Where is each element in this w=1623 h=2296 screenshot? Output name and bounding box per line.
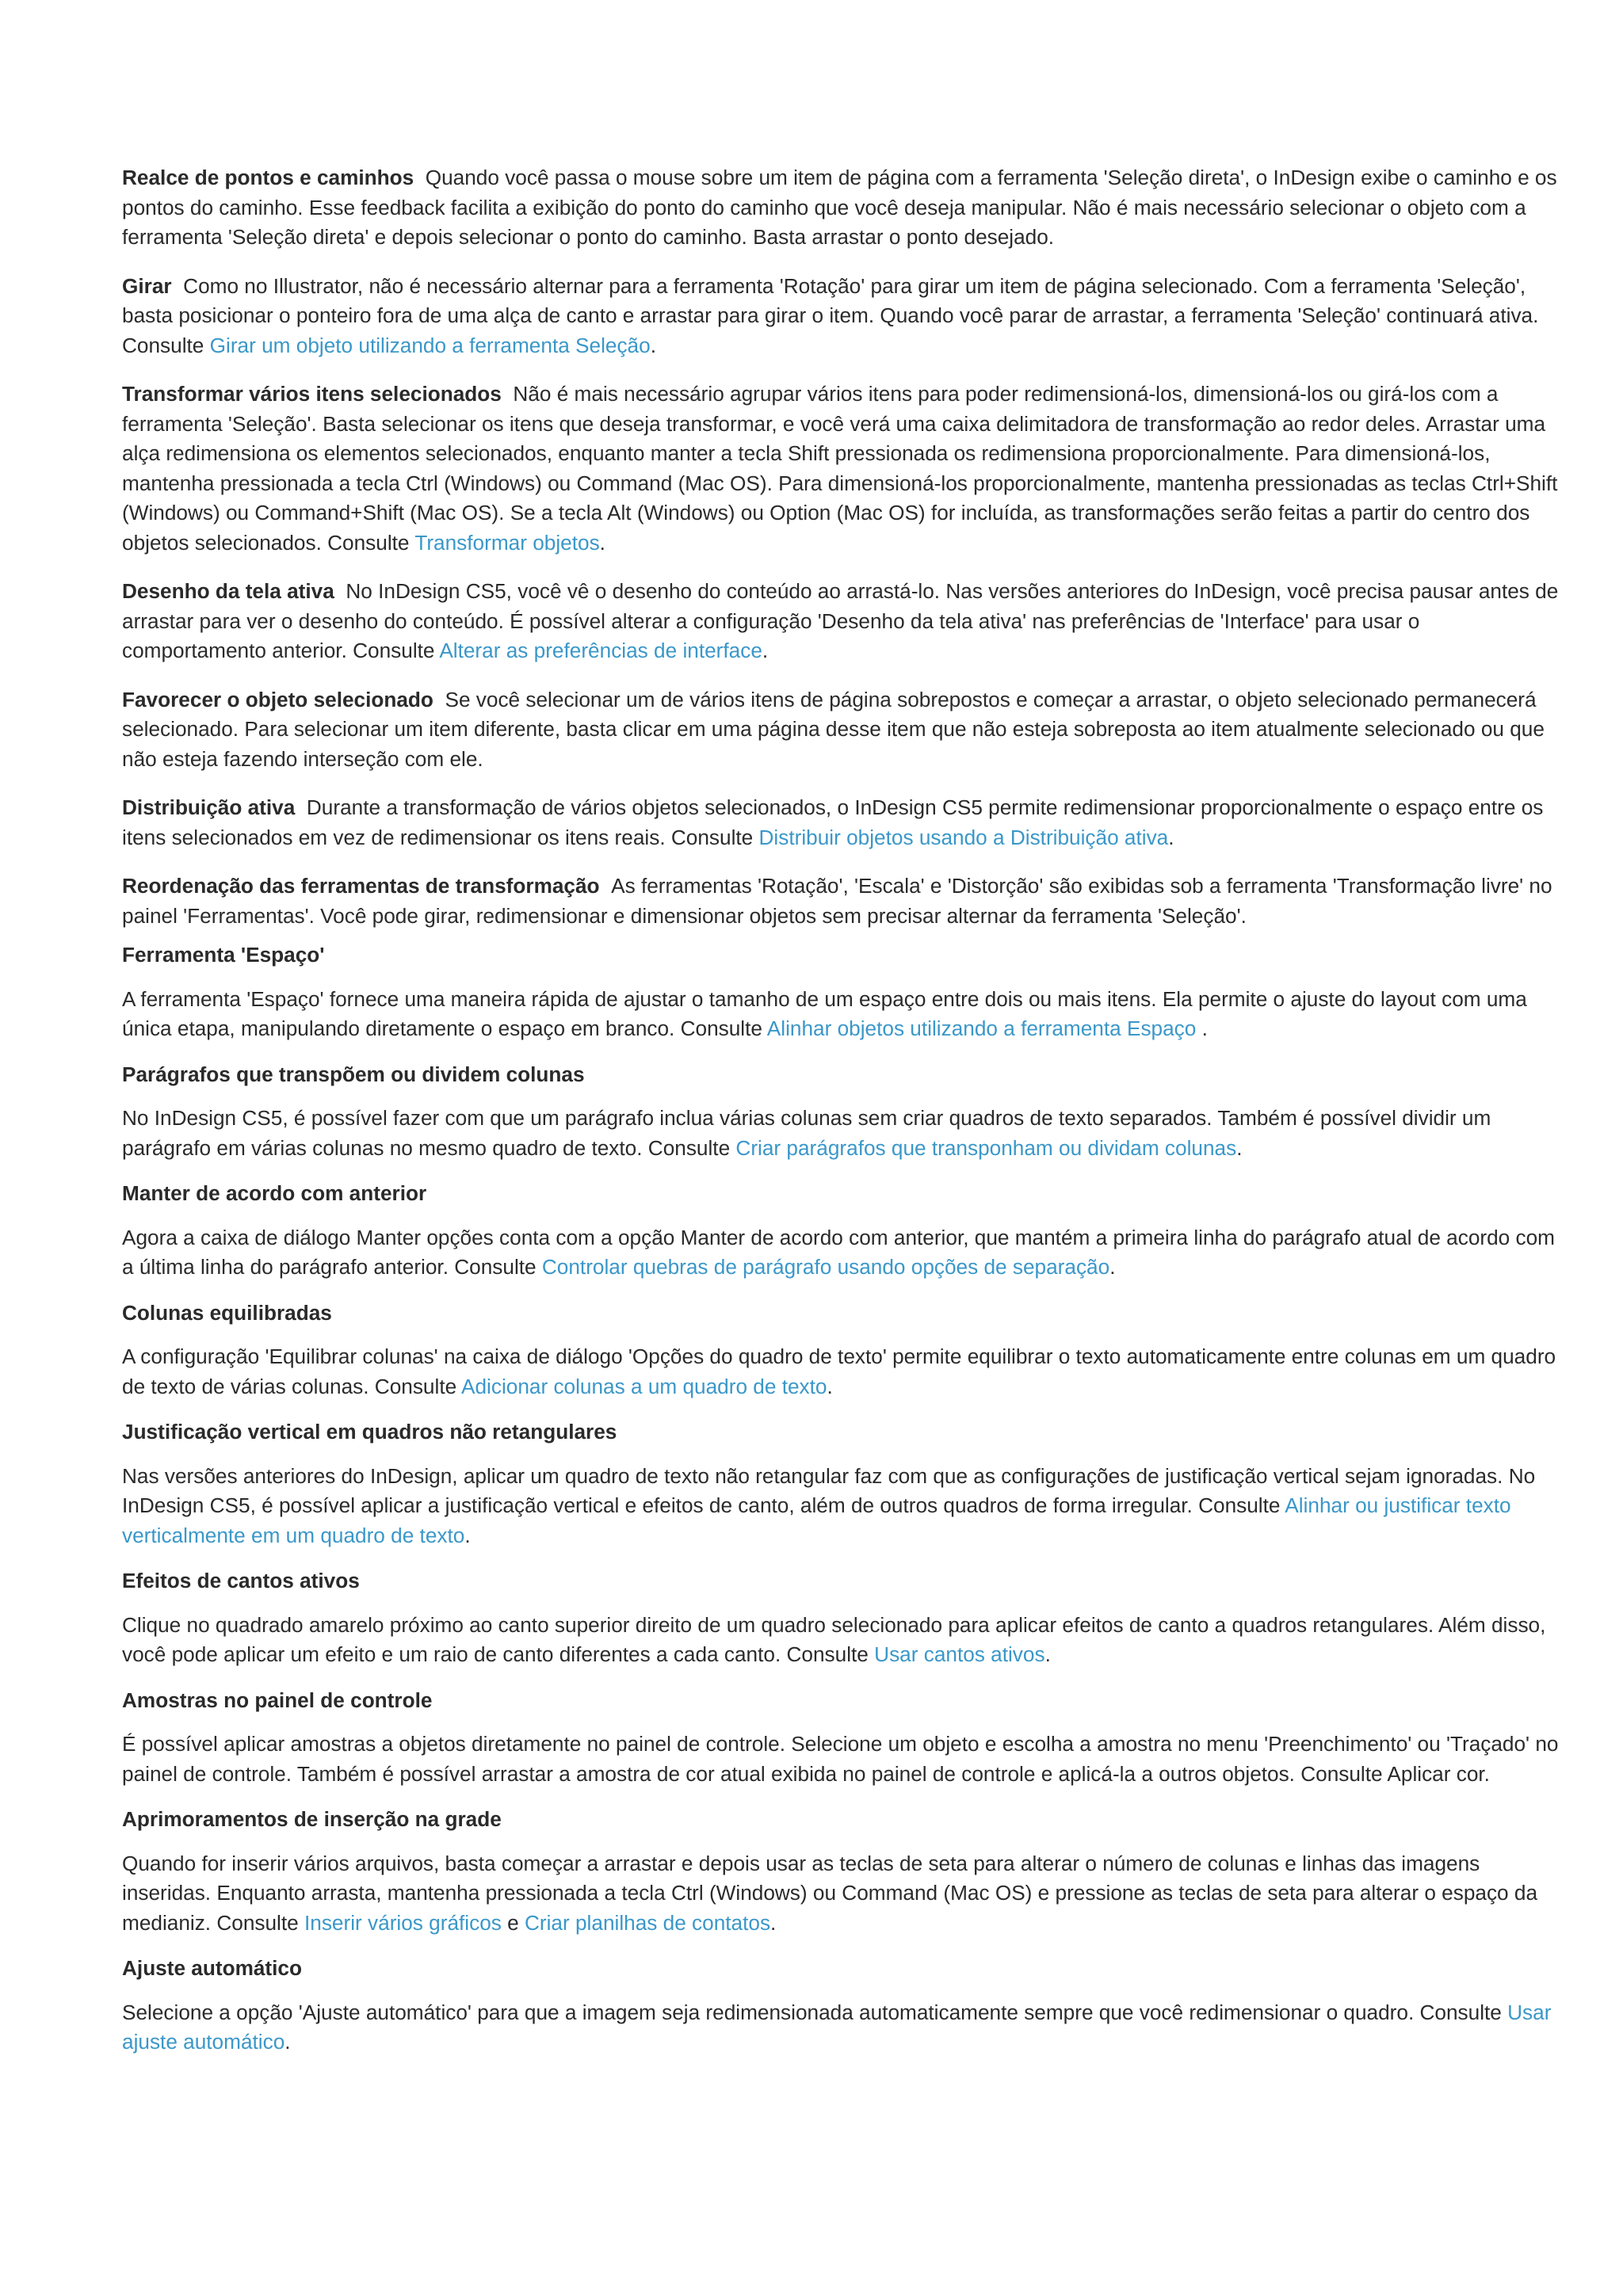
- body-paragraph: [122, 1998, 1564, 2058]
- text-segment: A configuração 'Equilibrar colunas' na caixa de diálogo 'Opções do quadro de texto' permite equilibrar o texto automaticamente entre colunas em um quadro de texto de várias colunas. Consulte: [122, 1344, 1556, 1398]
- text-segment: .: [762, 639, 769, 662]
- section-heading: Ajuste automático: [122, 1956, 302, 1980]
- feature-paragraph: [122, 379, 1564, 558]
- body-paragraph: [122, 1223, 1564, 1283]
- link-criar-paragrafos-que-transponham-ou-dividam-colunas[interactable]: Criar parágrafos que transponham ou dividam colunas: [735, 1135, 1237, 1160]
- section-heading: Efeitos de cantos ativos: [122, 1569, 360, 1592]
- text-segment: .: [1044, 1642, 1051, 1666]
- feature-term: Reordenação das ferramentas de transformação: [122, 874, 600, 898]
- body-paragraph: [122, 1462, 1564, 1551]
- section-heading: Aprimoramentos de inserção na grade: [122, 1807, 502, 1831]
- feature-paragraph: [122, 793, 1564, 852]
- feature-paragraph: [122, 577, 1564, 666]
- text-segment: É possível aplicar amostras a objetos diretamente no painel de controle. Selecione um objeto e escolha a amostra no menu 'Preenchimento' ou 'Traçado' no painel de controle. Também é possível arrastar a amostra de cor atual exibida no painel de controle e aplicá-la a outros objetos. Consulte Aplicar cor.: [122, 1732, 1559, 1786]
- link-criar-planilhas-de-contatos[interactable]: Criar planilhas de contatos: [524, 1910, 771, 1935]
- link-inserir-varios-graficos[interactable]: Inserir vários gráficos: [304, 1910, 502, 1935]
- text-segment: .: [1109, 1255, 1116, 1279]
- text-segment: .: [464, 1523, 471, 1547]
- body-paragraph: [122, 1342, 1564, 1402]
- body-paragraph: [122, 1611, 1564, 1670]
- section-heading: Manter de acordo com anterior: [122, 1181, 427, 1205]
- text-segment: Quando for inserir vários arquivos, basta começar a arrastar e depois usar as teclas de seta para alterar o número de colunas e linhas das imagens inseridas. Enquanto arrasta, mantenha pressionada a tecla Ctrl (Windows) ou Command (Mac OS) e pressione as teclas de seta para alterar o espaço da medianiz. Consulte: [122, 1851, 1538, 1935]
- feature-term: Desenho da tela ativa: [122, 579, 334, 603]
- section-heading: Justificação vertical em quadros não retangulares: [122, 1420, 617, 1444]
- text-segment: Clique no quadrado amarelo próximo ao canto superior direito de um quadro selecionado para aplicar efeitos de canto a quadros retangulares. Além disso, você pode aplicar um efeito e um raio de canto diferentes a cada canto. Consulte: [122, 1612, 1546, 1666]
- feature-term: Transformar vários itens selecionados: [122, 382, 502, 406]
- text-segment: Não é mais necessário agrupar vários itens para poder redimensioná-los, dimensioná-los ou girá-los com a ferramenta 'Seleção'. Basta selecionar os itens que deseja transformar, e você verá uma caixa delimitadora de transformação ao redor deles. Arrastar uma alça redimensiona os elementos selecionados, enquanto manter a tecla Shift pressionada os redimensiona proporcionalmente. Para dimensioná-los, mantenha pressionada a tecla Ctrl (Windows) ou Command (Mac OS). Para dimensioná-los proporcionalmente, mantenha pressionadas as teclas Ctrl+Shift (Windows) ou Command+Shift (Mac OS). Se a tecla Alt (Windows) ou Option (Mac OS) for incluída, as transformações serão feitas a partir do centro dos objetos selecionados. Consulte: [122, 382, 1558, 555]
- text-segment: Como no Illustrator, não é necessário alternar para a ferramenta 'Rotação' para girar um item de página selecionado. Com a ferramenta 'Seleção', basta posicionar o ponteiro fora de uma alça de canto e arrastar para girar o item. Quando você parar de arrastar, a ferramenta 'Seleção' continuará ativa. Consulte: [122, 273, 1539, 357]
- text-segment: No InDesign CS5, é possível fazer com que um parágrafo inclua várias colunas sem criar quadros de texto separados. Também é possível dividir um parágrafo em várias colunas no mesmo quadro de texto. Consulte: [122, 1106, 1491, 1160]
- feature-paragraph: [122, 685, 1564, 775]
- feature-paragraph: [122, 272, 1564, 361]
- text-segment: e: [501, 1910, 525, 1935]
- feature-term: Distribuição ativa: [122, 795, 296, 819]
- section-heading: Parágrafos que transpõem ou dividem colunas: [122, 1062, 585, 1086]
- link-alinhar-ou-justificar-texto-verticalmente-em-um-quadro-de-texto[interactable]: Alinhar ou justificar texto verticalmente em um quadro de texto: [122, 1493, 1511, 1547]
- link-usar-cantos-ativos[interactable]: Usar cantos ativos: [874, 1642, 1045, 1666]
- section-heading: Ferramenta 'Espaço': [122, 943, 325, 967]
- link-usar-ajuste-automatico[interactable]: Usar ajuste automático: [122, 2000, 1552, 2054]
- link-alinhar-objetos-utilizando-a-ferramenta-espaco[interactable]: Alinhar objetos utilizando a ferramenta Espaço: [766, 1016, 1197, 1040]
- body-paragraph: [122, 1849, 1564, 1939]
- text-segment: Selecione a opção 'Ajuste automático' para que a imagem seja redimensionada automaticamente sempre que você redimensionar o quadro. Consulte: [122, 2000, 1508, 2024]
- text-segment: As ferramentas 'Rotação', 'Escala' e 'Distorção' são exibidas sob a ferramenta 'Transformação livre' no painel 'Ferramentas'. Você pode girar, redimensionar e dimensionar objetos sem precisar alternar da ferramenta 'Seleção'.: [122, 874, 1552, 928]
- text-segment: .: [285, 2030, 291, 2054]
- link-controlar-quebras-de-paragrafo-usando-opcoes-de-separacao[interactable]: Controlar quebras de parágrafo usando opções de separação: [541, 1255, 1110, 1279]
- text-segment: Quando você passa o mouse sobre um item de página com a ferramenta 'Seleção direta', o InDesign exibe o caminho e os pontos do caminho. Esse feedback facilita a exibição do ponto do caminho que você deseja manipular. Não é mais necessário selecionar o objeto com a ferramenta 'Seleção direta' e depois selecionar o ponto do caminho. Basta arrastar o ponto desejado.: [122, 166, 1557, 249]
- text-segment: Se você selecionar um de vários itens de página sobrepostos e começar a arrastar, o objeto selecionado permanecerá selecionado. Para selecionar um item diferente, basta clicar em uma página desse item que não esteja sobreposta ao item atualmente selecionado ou que não esteja fazendo interseção com ele.: [122, 687, 1545, 771]
- feature-term: Favorecer o objeto selecionado: [122, 687, 433, 711]
- feature-term: Realce de pontos e caminhos: [122, 166, 414, 189]
- section-heading: Amostras no painel de controle: [122, 1688, 433, 1712]
- link-transformar-objetos[interactable]: Transformar objetos: [414, 530, 600, 555]
- text-segment: Agora a caixa de diálogo Manter opções conta com a opção Manter de acordo com anterior, que mantém a primeira linha do parágrafo atual de acordo com a última linha do parágrafo anterior. Consulte: [122, 1225, 1555, 1279]
- text-segment: .: [650, 333, 656, 357]
- text-segment: A ferramenta 'Espaço' fornece uma maneira rápida de ajustar o tamanho de um espaço entre dois ou mais itens. Ela permite o ajuste do layout com uma única etapa, manipulando diretamente o espaço em branco. Consulte: [122, 986, 1527, 1040]
- feature-term: Girar: [122, 273, 172, 298]
- text-segment: .: [827, 1374, 833, 1398]
- link-distribuir-objetos-usando-a-distribuicao-ativa[interactable]: Distribuir objetos usando a Distribuição ativa: [758, 825, 1169, 849]
- feature-paragraph: [122, 871, 1564, 931]
- feature-paragraph: [122, 163, 1564, 253]
- text-segment: Durante a transformação de vários objetos selecionados, o InDesign CS5 permite redimensionar proporcionalmente o espaço entre os itens selecionados em vez de redimensionar os itens reais. Consulte: [122, 795, 1544, 849]
- body-paragraph: [122, 1730, 1564, 1789]
- text-segment: .: [599, 530, 605, 555]
- section-heading: Colunas equilibradas: [122, 1300, 332, 1325]
- text-segment: Nas versões anteriores do InDesign, aplicar um quadro de texto não retangular faz com que as configurações de justificação vertical sejam ignoradas. No InDesign CS5, é possível aplicar a justificação vertical e efeitos de canto, além de outros quadros de forma irregular. Consulte: [122, 1463, 1536, 1517]
- text-segment: .: [1236, 1135, 1243, 1160]
- body-paragraph: [122, 1104, 1564, 1163]
- body-paragraph: [122, 985, 1564, 1044]
- document-page: [122, 163, 1564, 2073]
- text-segment: .: [1196, 1016, 1208, 1040]
- link-alterar-as-preferencias-de-interface[interactable]: Alterar as preferências de interface: [439, 639, 762, 662]
- text-segment: No InDesign CS5, você vê o desenho do conteúdo ao arrastá-lo. Nas versões anteriores do InDesign, você precisa pausar antes de arrastar para ver o desenho do conteúdo. É possível alterar a configuração 'Desenho da tela ativa' nas preferências de 'Interface' para usar o comportamento anterior. Consulte: [122, 579, 1559, 662]
- link-adicionar-colunas-a-um-quadro-de-texto[interactable]: Adicionar colunas a um quadro de texto: [461, 1374, 827, 1398]
- link-girar-um-objeto-utilizando-a-ferramenta-selecao[interactable]: Girar um objeto utilizando a ferramenta Seleção: [209, 333, 651, 357]
- text-segment: .: [770, 1910, 777, 1935]
- text-segment: .: [1168, 825, 1174, 849]
